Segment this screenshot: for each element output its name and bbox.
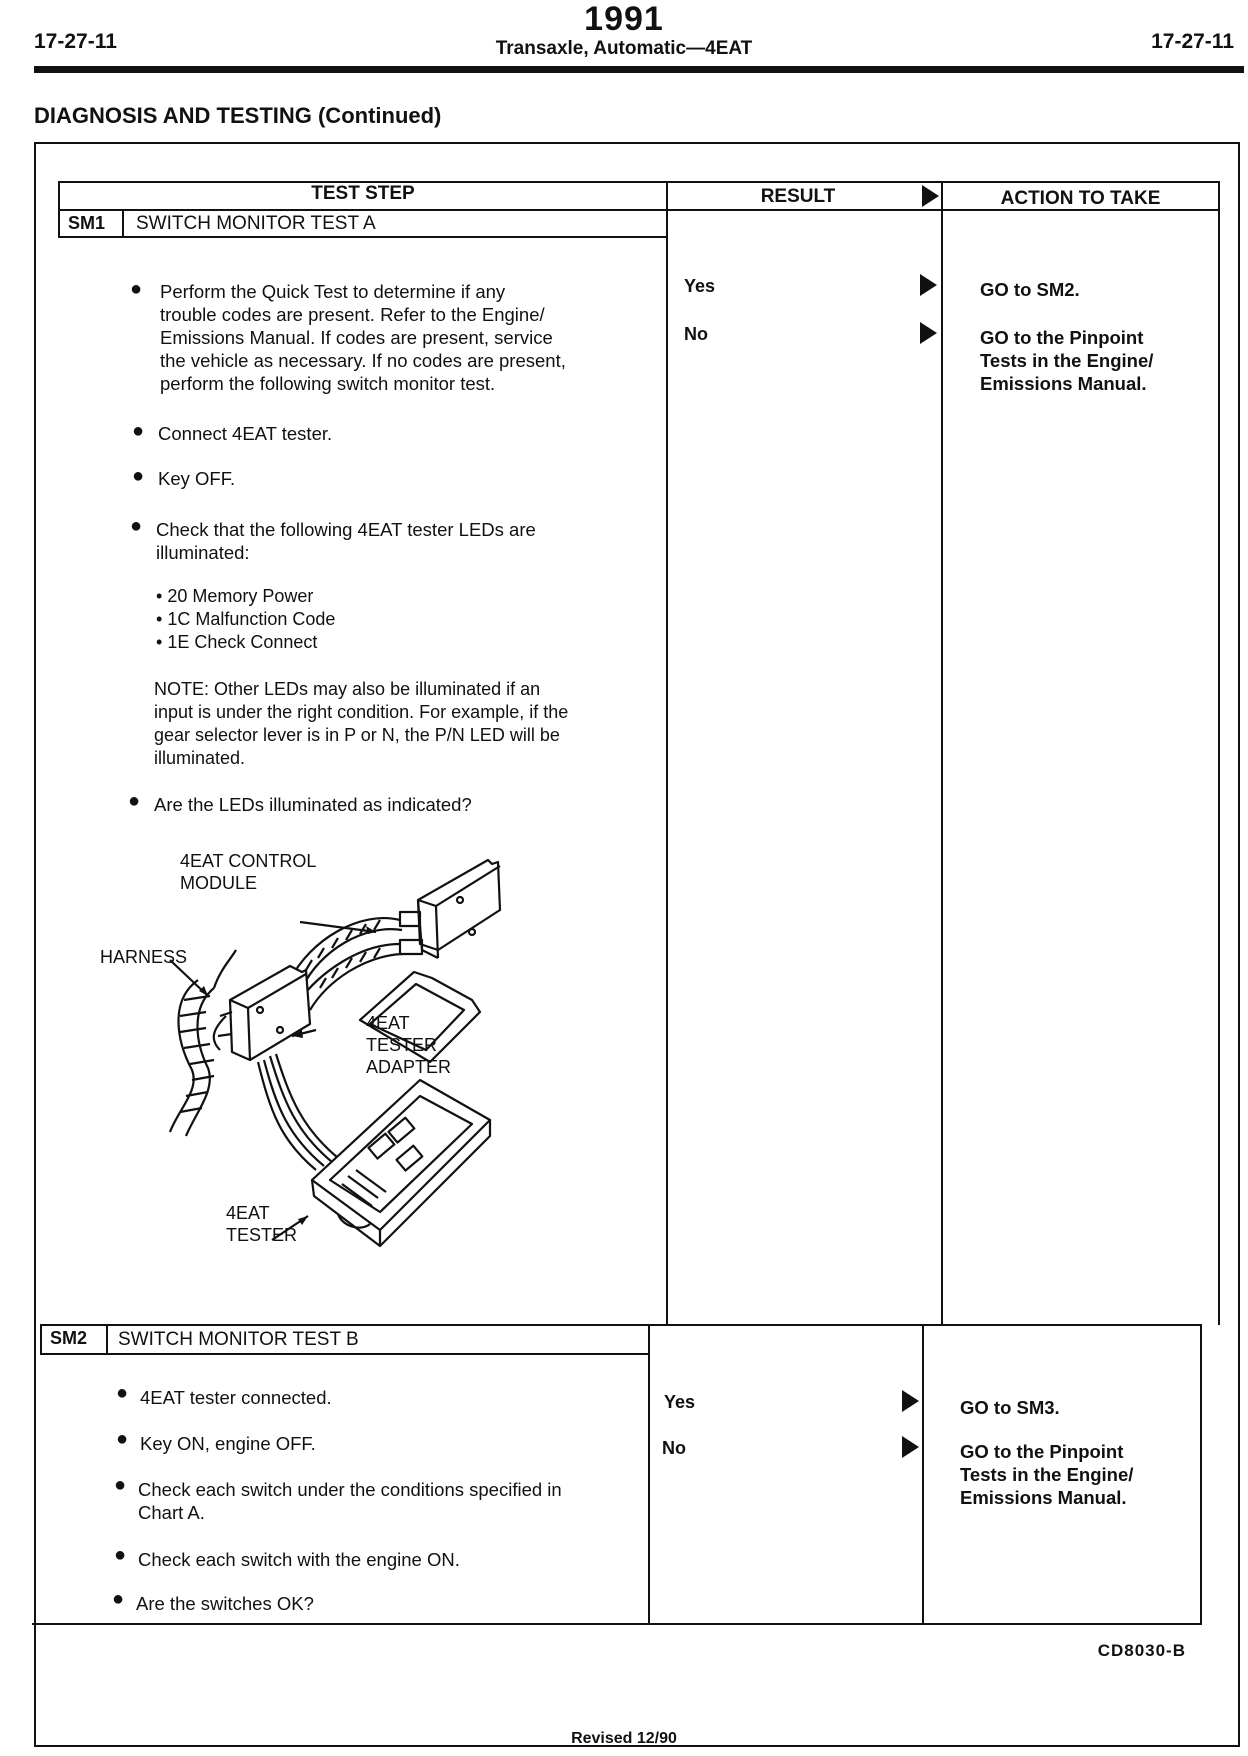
sm1-led-list [156,585,335,654]
sm2-bullet-icon: ● [114,1544,127,1566]
figure-label-control-module: 4EAT CONTROL MODULE [180,851,317,893]
sm2-yes-arrow-icon [902,1390,919,1412]
sm1-instruction-1: Perform the Quick Test to determine if any trouble codes are present. Refer to the Engine/ Emissions Manual. If codes are present, service the vehicle as necessary. If no codes are present, perform the following switch monitor test. [160,281,566,394]
header-subtitle: Transaxle, Automatic—4EAT [495,38,753,59]
sm1-bullet-icon: ● [132,465,145,487]
col-header-action: ACTION TO TAKE [1000,188,1161,209]
sm2-instruction-5: Are the switches OK? [136,1593,314,1614]
sm1-code-divider [122,209,124,238]
sm2-bullet-icon: ● [116,1382,129,1404]
tester-adapter-illustration [218,966,310,1060]
section-title: DIAGNOSIS AND TESTING (Continued) [34,103,442,128]
header-year: 1991 [584,0,664,38]
page-number-left: 17-27-11 [34,30,117,53]
grid-bottom-line [32,1623,1202,1625]
sm2-action-yes: GO to SM3. [960,1397,1060,1418]
sm2-title-line [40,1353,650,1355]
sm1-instruction-4: Check that the following 4EAT tester LEDs are illuminated: [156,519,536,563]
col-header-test-step: TEST STEP [311,183,415,204]
sm2-instruction-3: Check each switch under the conditions specified in Chart A. [138,1479,562,1523]
sm2-result-yes: Yes [664,1392,696,1412]
sm1-bullet-icon: ● [132,420,145,442]
col-header-result: RESULT [760,186,836,207]
sm1-result-no: No [684,324,708,344]
sm1-step-code: SM1 [68,213,106,233]
sm2-result-no: No [662,1438,686,1458]
sm2-bullet-icon: ● [112,1588,125,1610]
vehicle-harness-illustration [170,950,236,1136]
sm2-instruction-1: 4EAT tester connected. [140,1387,332,1408]
figure-label-tester: 4EAT TESTER [226,1203,298,1245]
sm2-action-no: GO to the Pinpoint Tests in the Engine/ Emissions Manual. [960,1441,1134,1508]
col-sep-1-lower [648,1324,650,1624]
led-item: • 20 Memory Power [156,586,314,606]
sm2-bullet-icon: ● [114,1474,127,1496]
figure-code: CD8030-B [1097,1641,1186,1660]
col-sep-3-lower [1200,1324,1202,1624]
sm1-instruction-5: Are the LEDs illuminated as indicated? [154,794,472,815]
sm1-result-yes: Yes [684,276,716,296]
sm1-note: NOTE: Other LEDs may also be illuminated if an input is under the right condition. For example, if the gear selector lever is in P or N, the P/N LED will be illuminated. [154,679,569,768]
sm2-bullet-icon: ● [116,1428,129,1450]
sm1-action-yes: GO to SM2. [980,279,1080,300]
sm2-step-title: SWITCH MONITOR TEST B [118,1329,359,1350]
sm1-yes-arrow-icon [920,274,937,296]
sm1-instruction-3: Key OFF. [158,468,236,489]
led-item: • 1E Check Connect [156,632,318,652]
sm1-bullet-icon: ● [128,790,141,812]
sm2-top-line [40,1324,1202,1326]
sm2-left-border [40,1324,42,1354]
control-module-illustration [400,860,500,958]
sm1-step-title: SWITCH MONITOR TEST A [136,213,376,234]
led-item: • 1C Malfunction Code [156,609,336,629]
col-sep-2-lower [922,1324,924,1624]
ribbon-cable-illustration [258,1054,338,1170]
figure-label-tester-adapter: 4EAT TESTER ADAPTER [366,1013,452,1077]
sm1-no-arrow-icon [920,322,937,344]
sm2-no-arrow-icon [902,1436,919,1458]
sm2-instruction-2: Key ON, engine OFF. [140,1433,316,1454]
revision-note: Revised 12/90 [571,1730,677,1747]
sm1-bullet-icon: ● [130,515,143,537]
sm1-instruction-2: Connect 4EAT tester. [158,423,333,444]
sm2-code-divider [106,1324,108,1354]
page-number-right: 17-27-11 [1151,30,1234,53]
col-sep-1-upper [666,181,668,1325]
header-rule [34,66,1244,73]
sm1-action-no: GO to the Pinpoint Tests in the Engine/ Emissions Manual. [980,327,1154,394]
sm1-title-line [58,236,666,238]
sm2-instruction-4: Check each switch with the engine ON. [138,1549,460,1570]
tester-connection-figure [80,840,580,1280]
sm1-bullet-icon: ● [130,278,143,300]
figure-label-harness: HARNESS [100,947,188,967]
col-sep-3-upper [1218,181,1220,1325]
sm2-step-code: SM2 [50,1328,88,1348]
header-arrow-icon [922,185,939,207]
col-sep-2-upper [941,181,943,1325]
